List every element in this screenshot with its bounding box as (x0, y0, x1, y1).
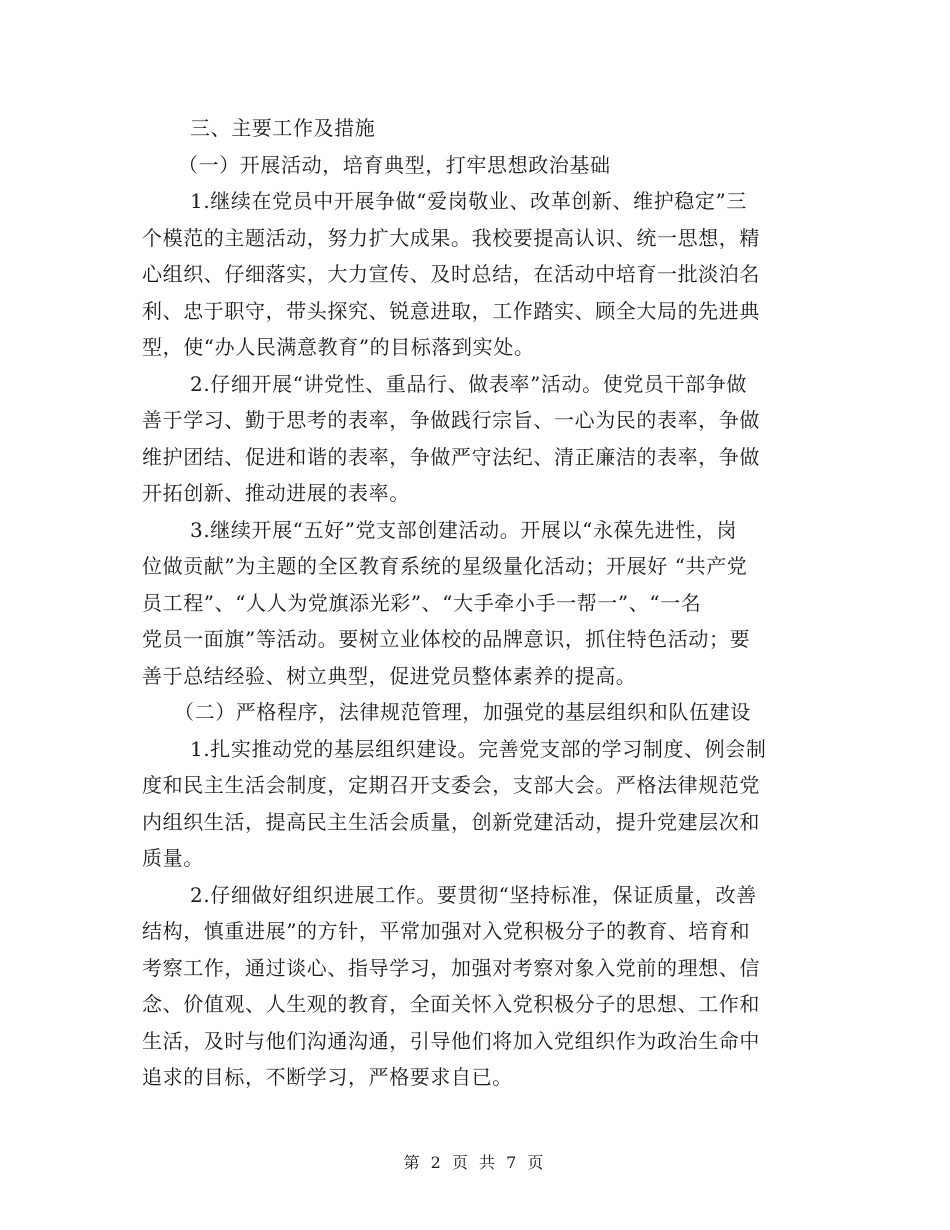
page-footer: 第 2 页 共 7 页 (403, 1153, 547, 1172)
document-body (142, 110, 807, 1096)
text-line: 考察工作，通过谈心、指导学习，加强对考察对象入党前的理想、信 (142, 955, 760, 980)
text-line: 位做贡献”为主题的全区教育系统的星级量化活动；开展好 “共产党 (142, 554, 748, 578)
text-line: （一）开展活动，培育典型，打牢思想政治基础 (178, 152, 611, 177)
text-line: 善于总结经验、树立典型，促进党员整体素养的提高。 (142, 663, 637, 688)
text-line: 2.仔细开展“讲党性、重品行、做表率”活动。使党员干部争做 (190, 371, 747, 396)
text-line: 维护团结、促进和谐的表率，争做严守法纪、清正廉洁的表率，争做 (142, 444, 760, 469)
text-line: 型，使“办人民满意教育”的目标落到实处。 (142, 335, 535, 359)
text-line: 3.继续开展“五好”党支部创建活动。开展以“永葆先进性，岗 (190, 517, 738, 542)
text-line: 利、忠于职守，带头探究、锐意进取，工作踏实、顾全大局的先进典 (142, 298, 760, 323)
text-line: 生活，及时与他们沟通沟通，引导他们将加入党组织作为政治生命中 (142, 1028, 760, 1053)
text-line: 2.仔细做好组织进展工作。要贯彻“坚持标准，保证质量，改善 (190, 882, 757, 907)
text-line: 念、价值观、人生观的教育，全面关怀入党积极分子的思想、工作和 (142, 992, 760, 1016)
text-line: 1.扎实推动党的基层组织建设。完善党支部的学习制度、例会制 (190, 736, 767, 761)
text-line: 善于学习、勤于思考的表率，争做践行宗旨、一心为民的表率，争做 (142, 408, 760, 432)
text-line: 内组织生活，提高民主生活会质量，创新党建活动，提升党建层次和 (142, 809, 760, 834)
text-line: 追求的目标，不断学习，严格要求自已。 (142, 1065, 513, 1089)
text-line: 开拓创新、推动进展的表率。 (142, 481, 410, 505)
text-line: 员工程”、“人人为党旗添光彩”、“大手牵小手一帮一”、“一名 (142, 590, 702, 615)
text-line: 结构，慎重进展”的方针，平常加强对入党积极分子的教育、培育和 (142, 919, 751, 943)
text-line: 度和民主生活会制度，定期召开支委会，支部大会。严格法律规范党 (142, 773, 760, 797)
text-line: 质量。 (142, 846, 204, 870)
text-line: 心组织、仔细落实，大力宣传、及时总结，在活动中培育一批淡泊名 (142, 262, 760, 286)
text-line: 三、主要工作及措施 (190, 116, 376, 140)
text-line: （二）严格程序，法律规范管理，加强党的基层组织和队伍建设 (174, 700, 751, 724)
text-line: 个模范的主题活动，努力扩大成果。我校要提高认识、统一思想，精 (142, 225, 760, 250)
text-line: 党员一面旗”等活动。要树立业体校的品牌意识，抓住特色活动；要 (142, 627, 751, 651)
text-line: 1.继续在党员中开展争做“爱岗敬业、改革创新、维护稳定”三 (190, 189, 747, 213)
